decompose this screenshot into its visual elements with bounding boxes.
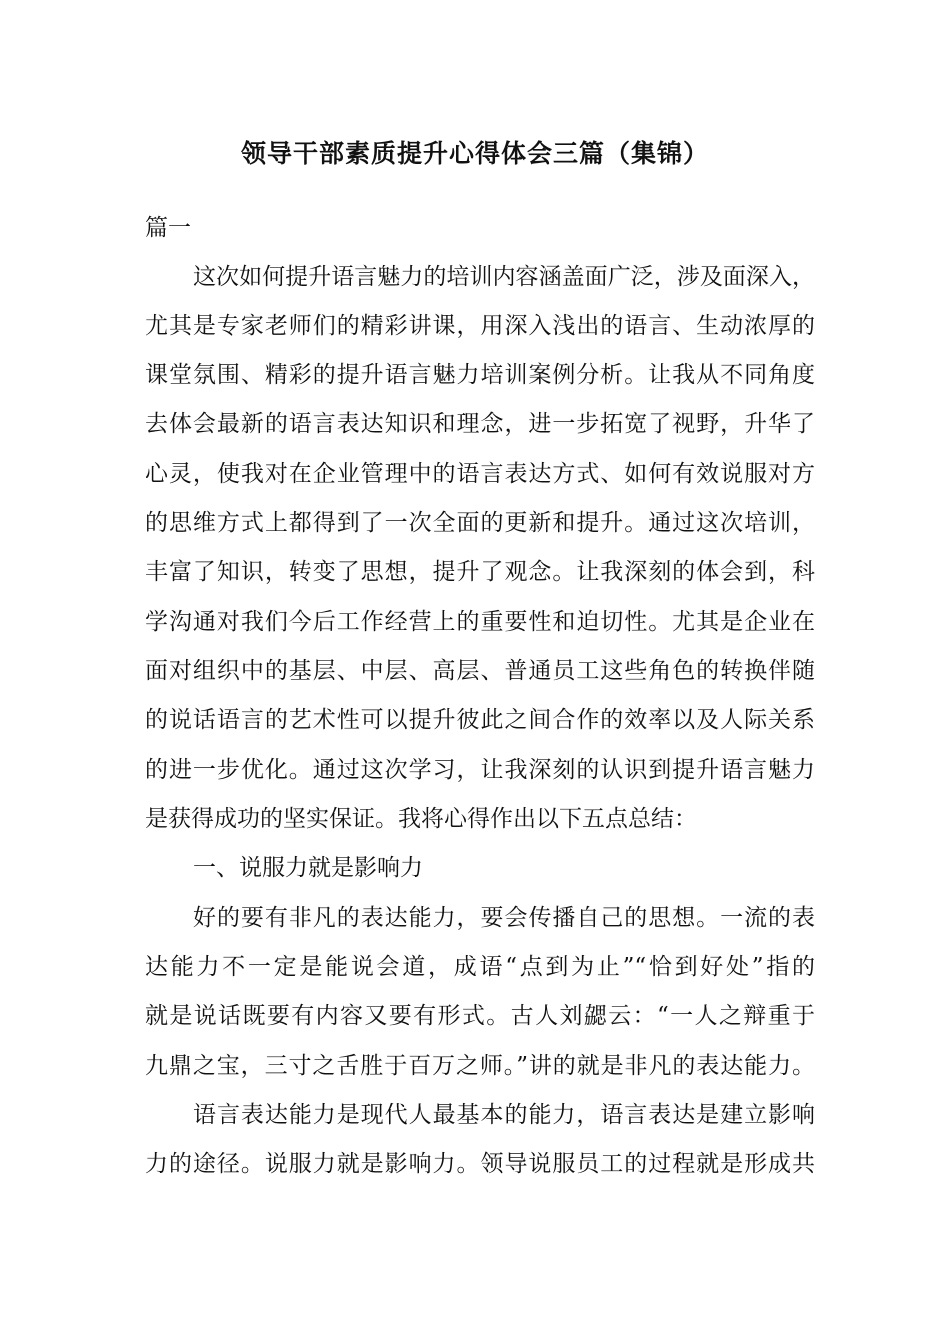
paragraph-line: 学沟通对我们今后工作经营上的重要性和迫切性。尤其是企业在 xyxy=(145,609,815,635)
document-title: 领导干部素质提升心得体会三篇（集锦） xyxy=(240,139,709,168)
paragraph-line: 面对组织中的基层、中层、高层、普通员工这些角色的转换伴随 xyxy=(145,658,815,684)
paragraph-line: 九鼎之宝，三寸之舌胜于百万之师。”讲的就是非凡的表达能力。 xyxy=(145,1053,815,1079)
paragraph-line: 这次如何提升语言魅力的培训内容涵盖面广泛，涉及面深入， xyxy=(193,264,815,290)
paragraph-line: 好的要有非凡的表达能力，要会传播自己的思想。一流的表 xyxy=(193,905,815,931)
paragraph-line: 就是说话既要有内容又要有形式。古人刘勰云：“一人之辩重于 xyxy=(145,1003,815,1029)
paragraph-line: 达能力不一定是能说会道，成语“点到为止”“恰到好处”指的 xyxy=(145,954,815,980)
paragraph-line: 语言表达能力是现代人最基本的能力，语言表达是建立影响 xyxy=(193,1102,815,1128)
paragraph-line: 的说话语言的艺术性可以提升彼此之间合作的效率以及人际关系 xyxy=(145,707,815,733)
paragraph-line: 丰富了知识，转变了思想，提升了观念。让我深刻的体会到，科 xyxy=(145,559,815,585)
subheading: 一、说服力就是影响力 xyxy=(193,855,423,881)
paragraph-line: 是获得成功的坚实保证。我将心得作出以下五点总结： xyxy=(145,806,697,832)
paragraph-line: 课堂氛围、精彩的提升语言魅力培训案例分析。让我从不同角度 xyxy=(145,362,815,388)
paragraph-line: 力的途径。说服力就是影响力。领导说服员工的过程就是形成共 xyxy=(145,1151,815,1177)
paragraph-line: 去体会最新的语言表达知识和理念，进一步拓宽了视野，升华了 xyxy=(145,411,815,437)
paragraph-line: 尤其是专家老师们的精彩讲课，用深入浅出的语言、生动浓厚的 xyxy=(145,313,815,339)
section-heading: 篇一 xyxy=(145,215,191,241)
paragraph-line: 的进一步优化。通过这次学习，让我深刻的认识到提升语言魅力 xyxy=(145,757,815,783)
paragraph-line: 的思维方式上都得到了一次全面的更新和提升。通过这次培训， xyxy=(145,510,815,536)
paragraph-line: 心灵，使我对在企业管理中的语言表达方式、如何有效说服对方 xyxy=(145,461,815,487)
